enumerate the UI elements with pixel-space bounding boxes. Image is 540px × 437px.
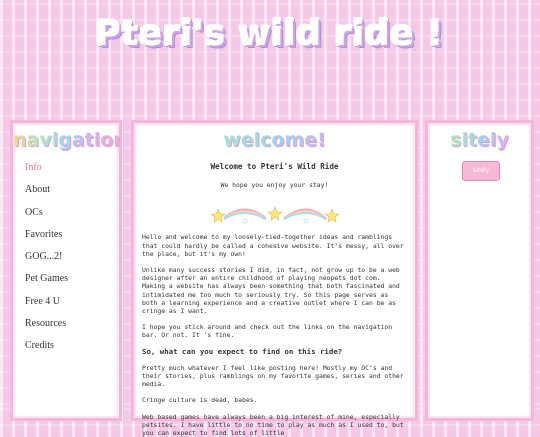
navigation-heading: navigation bbox=[13, 129, 119, 155]
story-paragraph: Unlike many success stories I did, in fact, not grow up to be a web designer after an entire childhood of playing neopets dot com. Making a website has always been something that both fascinated and intimidated me too much to seriously try. So this page serves as both a learning experience and a creative outlet where I can be as cringe as I want. bbox=[142, 266, 400, 316]
main-content-panel bbox=[131, 120, 418, 437]
welcome-title: Welcome to Pteri's Wild Ride bbox=[210, 162, 339, 171]
site-title: Pteri's wild ride ! bbox=[0, 14, 540, 54]
nav-item-favorites[interactable]: Favorites bbox=[25, 228, 63, 240]
rainbow-stars-icon bbox=[210, 199, 340, 223]
nav-item-info[interactable]: Info bbox=[25, 162, 42, 173]
nav-item-ocs[interactable]: OCs bbox=[25, 206, 43, 218]
welcome-subtitle: We hope you enjoy your stay! bbox=[220, 181, 329, 190]
nav-item-resources[interactable]: Resources bbox=[25, 318, 67, 330]
sitely-heading: sitely bbox=[428, 129, 531, 155]
welcome-heading: welcome! bbox=[134, 129, 415, 155]
nav-item-gog2[interactable]: GOG...2! bbox=[25, 251, 63, 263]
links-paragraph: I hope you stick around and check out the links on the navigation bar. Or not. It 's fine. bbox=[142, 323, 393, 340]
sitely-badge[interactable]: sitely bbox=[462, 161, 500, 181]
cringe-paragraph: Cringe culture is dead, babes. bbox=[142, 396, 258, 405]
navigation-panel bbox=[10, 120, 127, 421]
intro-paragraph: Hello and welcome to my loosely-tied-together ideas and ramblings that could hardly be called a cohesive website. It's messy, all over the place, but it's my own! bbox=[142, 233, 404, 258]
content-paragraph: Pretty much whatever I feel like posting here! Mostly my OC's and their stories, plus ramblings on my favorite games, series and other media. bbox=[142, 363, 404, 389]
main-body bbox=[134, 163, 415, 437]
nav-item-credits[interactable]: Credits bbox=[25, 340, 54, 352]
nav-item-about[interactable]: About bbox=[25, 184, 50, 196]
rainbow-stars-divider bbox=[142, 199, 407, 223]
sitely-panel bbox=[425, 120, 534, 421]
games-paragraph: Web based games have always been a big interest of mine, especially petsites. I have little to no time to play as much as I used to, but you can expect to find lots of little bbox=[142, 412, 404, 437]
nav-list bbox=[13, 161, 119, 362]
nav-item-free-4-u[interactable]: Free 4 U bbox=[25, 295, 60, 307]
section-heading: So, what can you expect to find on this ride? bbox=[142, 346, 343, 356]
nav-item-pet-games[interactable]: Pet Games bbox=[25, 273, 69, 285]
